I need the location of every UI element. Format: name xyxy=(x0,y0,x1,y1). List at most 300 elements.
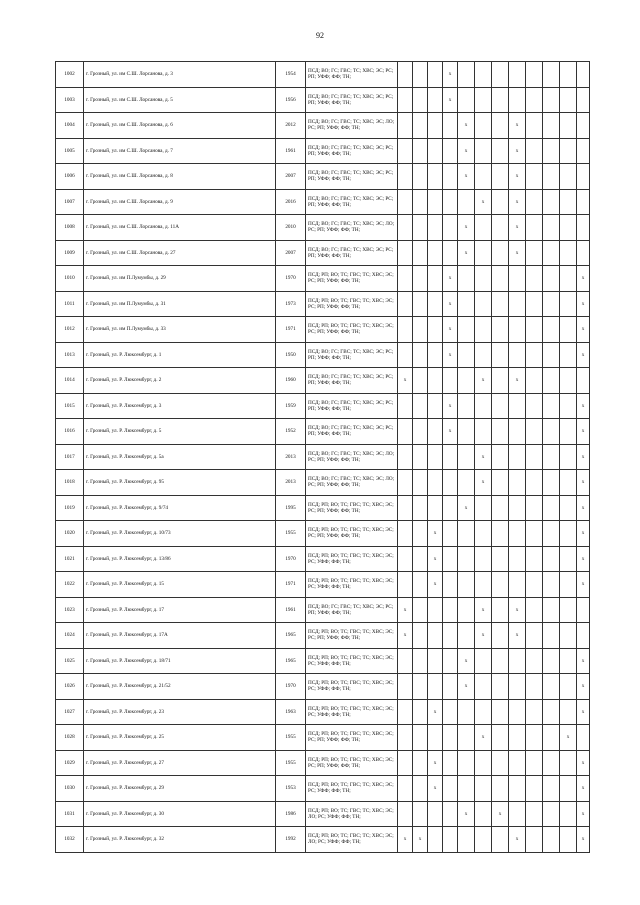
mark-cell xyxy=(509,87,526,113)
row-address: г. Грозный, ул. Р. Люксембург, д. 5а xyxy=(84,444,276,470)
mark-cell xyxy=(543,470,560,496)
mark-cell xyxy=(543,240,560,266)
table-row xyxy=(56,546,590,572)
mark-cell xyxy=(413,699,428,725)
row-address: г. Грозный, ул. Р. Люксембург, д. 9/74 xyxy=(84,495,276,521)
mark-cell xyxy=(577,87,590,113)
mark-cell xyxy=(526,470,543,496)
mark-cell xyxy=(458,368,475,394)
mark-cell xyxy=(443,623,458,649)
mark-cell xyxy=(526,546,543,572)
mark-cell xyxy=(492,444,509,470)
row-services: ПСД; РП; ВО; ТС; ГВС; ТС; ХВС; ЭС; РС; УФФ; ФФ; ТН; xyxy=(306,546,398,572)
table-row xyxy=(56,495,590,521)
mark-cell xyxy=(526,444,543,470)
row-services: ПСД; РП; ВО; ТС; ГВС; ТС; ХВС; ЭС; РС; УФФ; ФФ; ТН; xyxy=(306,572,398,598)
row-number: 1024 xyxy=(56,623,84,649)
mark-cell xyxy=(458,521,475,547)
mark-cell: x xyxy=(509,138,526,164)
row-number: 1007 xyxy=(56,189,84,215)
mark-cell xyxy=(526,368,543,394)
mark-cell xyxy=(492,266,509,292)
table-row xyxy=(56,521,590,547)
mark-cell xyxy=(492,189,509,215)
mark-cell xyxy=(526,164,543,190)
mark-cell xyxy=(475,572,492,598)
mark-cell: x xyxy=(428,546,443,572)
table-row xyxy=(56,291,590,317)
mark-cell xyxy=(509,342,526,368)
mark-cell: x xyxy=(509,215,526,241)
row-year: 1955 xyxy=(276,521,306,547)
row-services: ПСД; ВО; ГС; ГВС; ТС; ХВС; ЭС; РС; РП; УФФ; ФФ; ТН; xyxy=(306,240,398,266)
mark-cell xyxy=(577,215,590,241)
mark-cell xyxy=(413,266,428,292)
mark-cell xyxy=(543,521,560,547)
table-row xyxy=(56,827,590,853)
mark-cell xyxy=(492,317,509,343)
mark-cell xyxy=(458,444,475,470)
mark-cell xyxy=(526,342,543,368)
mark-cell xyxy=(413,240,428,266)
mark-cell: x xyxy=(458,674,475,700)
mark-cell xyxy=(560,317,577,343)
mark-cell xyxy=(413,342,428,368)
mark-cell xyxy=(560,699,577,725)
mark-cell xyxy=(443,674,458,700)
mark-cell xyxy=(443,546,458,572)
mark-cell xyxy=(428,317,443,343)
table-row xyxy=(56,725,590,751)
mark-cell xyxy=(398,164,413,190)
mark-cell xyxy=(526,801,543,827)
row-services: ПСД; РП; ВО; ТС; ГВС; ТС; ХВС; ЭС; РС; УФФ; ФФ; ТН; xyxy=(306,648,398,674)
mark-cell: x xyxy=(577,776,590,802)
mark-cell: x xyxy=(475,444,492,470)
table-row xyxy=(56,240,590,266)
row-year: 1956 xyxy=(276,87,306,113)
mark-cell xyxy=(413,674,428,700)
row-address: г. Грозный, ул. Р. Люксембург, д. 23 xyxy=(84,699,276,725)
table-row xyxy=(56,444,590,470)
row-address: г. Грозный, ул. Р. Люксембург, д. 10/73 xyxy=(84,521,276,547)
mark-cell xyxy=(413,444,428,470)
row-number: 1028 xyxy=(56,725,84,751)
mark-cell xyxy=(560,291,577,317)
mark-cell xyxy=(526,827,543,853)
mark-cell xyxy=(543,393,560,419)
mark-cell xyxy=(492,368,509,394)
mark-cell xyxy=(443,470,458,496)
mark-cell xyxy=(413,368,428,394)
mark-cell xyxy=(577,368,590,394)
mark-cell xyxy=(560,266,577,292)
mark-cell xyxy=(443,521,458,547)
row-address: г. Грозный, ул. Р. Люксембург, д. 2 xyxy=(84,368,276,394)
mark-cell xyxy=(526,674,543,700)
mark-cell xyxy=(398,393,413,419)
mark-cell xyxy=(577,113,590,139)
mark-cell: x xyxy=(458,495,475,521)
mark-cell xyxy=(475,138,492,164)
mark-cell xyxy=(428,444,443,470)
row-year: 2010 xyxy=(276,215,306,241)
row-services: ПСД; ВО; ГС; ГВС; ТС; ХВС; ЭС; РС; РП; УФФ; ФФ; ТН; xyxy=(306,597,398,623)
table-row xyxy=(56,597,590,623)
mark-cell: x xyxy=(428,521,443,547)
row-year: 1986 xyxy=(276,801,306,827)
mark-cell xyxy=(560,495,577,521)
mark-cell xyxy=(526,393,543,419)
mark-cell xyxy=(398,113,413,139)
mark-cell: x xyxy=(475,597,492,623)
mark-cell xyxy=(428,164,443,190)
row-year: 2013 xyxy=(276,444,306,470)
mark-cell xyxy=(475,87,492,113)
row-year: 1961 xyxy=(276,597,306,623)
row-number: 1017 xyxy=(56,444,84,470)
mark-cell xyxy=(492,546,509,572)
row-services: ПСД; ВО; ГС; ГВС; ТС; ХВС; ЭС; РС; РП; УФФ; ФФ; ТН; xyxy=(306,62,398,88)
mark-cell xyxy=(398,444,413,470)
mark-cell xyxy=(577,164,590,190)
row-year: 1973 xyxy=(276,291,306,317)
mark-cell xyxy=(428,266,443,292)
row-number: 1022 xyxy=(56,572,84,598)
row-services: ПСД; ВО; ГС; ГВС; ТС; ХВС; ЭС; РС; РП; УФФ; ФФ; ТН; xyxy=(306,138,398,164)
mark-cell: x xyxy=(577,495,590,521)
table-row xyxy=(56,215,590,241)
mark-cell xyxy=(543,623,560,649)
row-number: 1027 xyxy=(56,699,84,725)
mark-cell xyxy=(398,750,413,776)
mark-cell xyxy=(509,444,526,470)
mark-cell xyxy=(428,419,443,445)
mark-cell xyxy=(443,368,458,394)
mark-cell: x xyxy=(577,444,590,470)
mark-cell xyxy=(428,648,443,674)
row-services: ПСД; ВО; ГС; ГВС; ТС; ХВС; ЭС; РС; РП; УФФ; ФФ; ТН; xyxy=(306,419,398,445)
mark-cell xyxy=(458,725,475,751)
mark-cell xyxy=(398,776,413,802)
mark-cell: x xyxy=(398,368,413,394)
mark-cell: x xyxy=(577,648,590,674)
mark-cell: x xyxy=(475,470,492,496)
mark-cell xyxy=(443,801,458,827)
mark-cell xyxy=(560,164,577,190)
mark-cell xyxy=(526,597,543,623)
table-row xyxy=(56,674,590,700)
mark-cell xyxy=(543,776,560,802)
row-address: г. Грозный, ул. им П.Лумумбы, д. 29 xyxy=(84,266,276,292)
mark-cell: x xyxy=(443,419,458,445)
mark-cell xyxy=(526,113,543,139)
mark-cell xyxy=(526,189,543,215)
mark-cell xyxy=(492,699,509,725)
mark-cell xyxy=(543,827,560,853)
mark-cell: x xyxy=(509,164,526,190)
mark-cell xyxy=(413,393,428,419)
mark-cell xyxy=(526,266,543,292)
mark-cell: x xyxy=(443,317,458,343)
mark-cell: x xyxy=(398,597,413,623)
mark-cell xyxy=(543,138,560,164)
mark-cell xyxy=(526,699,543,725)
mark-cell xyxy=(413,215,428,241)
housing-registry-table xyxy=(55,61,590,853)
row-year: 1970 xyxy=(276,674,306,700)
mark-cell xyxy=(543,597,560,623)
mark-cell xyxy=(526,291,543,317)
row-number: 1016 xyxy=(56,419,84,445)
mark-cell xyxy=(443,164,458,190)
mark-cell: x xyxy=(492,801,509,827)
mark-cell xyxy=(526,776,543,802)
row-year: 1950 xyxy=(276,342,306,368)
mark-cell xyxy=(543,113,560,139)
row-services: ПСД; РП; ВО; ТС; ГВС; ТС; ХВС; ЭС; РС; РП; УФФ; ФФ; ТН; xyxy=(306,266,398,292)
row-number: 1026 xyxy=(56,674,84,700)
row-address: г. Грозный, ул. им С.Ш. Лорсанова, д. 7 xyxy=(84,138,276,164)
row-address: г. Грозный, ул. им П.Лумумбы, д. 33 xyxy=(84,317,276,343)
mark-cell xyxy=(398,725,413,751)
mark-cell xyxy=(526,725,543,751)
mark-cell xyxy=(428,827,443,853)
mark-cell xyxy=(560,419,577,445)
mark-cell xyxy=(413,317,428,343)
mark-cell xyxy=(492,87,509,113)
row-year: 1995 xyxy=(276,495,306,521)
mark-cell: x xyxy=(398,623,413,649)
mark-cell xyxy=(398,546,413,572)
mark-cell xyxy=(543,419,560,445)
mark-cell: x xyxy=(475,725,492,751)
row-services: ПСД; ВО; ГС; ГВС; ТС; ХВС; ЭС; РС; РП; УФФ; ФФ; ТН; xyxy=(306,164,398,190)
mark-cell xyxy=(443,240,458,266)
mark-cell xyxy=(428,215,443,241)
row-year: 1954 xyxy=(276,62,306,88)
row-number: 1004 xyxy=(56,113,84,139)
row-address: г. Грозный, ул. Р. Люксембург, д. 18/71 xyxy=(84,648,276,674)
row-number: 1015 xyxy=(56,393,84,419)
mark-cell xyxy=(413,113,428,139)
row-number: 1021 xyxy=(56,546,84,572)
table-body xyxy=(56,62,590,853)
mark-cell xyxy=(543,164,560,190)
mark-cell xyxy=(543,266,560,292)
mark-cell xyxy=(458,317,475,343)
page-number: 92 xyxy=(316,31,324,40)
mark-cell xyxy=(398,62,413,88)
row-number: 1029 xyxy=(56,750,84,776)
row-services: ПСД; РП; ВО; ТС; ГВС; ТС; ХВС; ЭС; РС; РП; УФФ; ФФ; ТН; xyxy=(306,750,398,776)
mark-cell xyxy=(577,138,590,164)
row-year: 1971 xyxy=(276,572,306,598)
row-year: 1965 xyxy=(276,623,306,649)
row-number: 1005 xyxy=(56,138,84,164)
mark-cell xyxy=(492,138,509,164)
mark-cell xyxy=(458,623,475,649)
mark-cell: x xyxy=(577,750,590,776)
mark-cell xyxy=(428,138,443,164)
mark-cell xyxy=(492,164,509,190)
mark-cell xyxy=(428,597,443,623)
mark-cell xyxy=(543,342,560,368)
mark-cell: x xyxy=(428,776,443,802)
mark-cell xyxy=(526,215,543,241)
mark-cell: x xyxy=(577,827,590,853)
mark-cell xyxy=(443,776,458,802)
mark-cell xyxy=(475,342,492,368)
mark-cell xyxy=(526,750,543,776)
mark-cell xyxy=(543,291,560,317)
row-number: 1013 xyxy=(56,342,84,368)
table-row xyxy=(56,623,590,649)
table-row xyxy=(56,776,590,802)
row-address: г. Грозный, ул. им С.Ш. Лорсанова, д. 5 xyxy=(84,87,276,113)
row-services: ПСД; РП; ВО; ТС; ГВС; ТС; ХВС; ЭС; РС; РП; УФФ; ФФ; ТН; xyxy=(306,521,398,547)
row-year: 1955 xyxy=(276,725,306,751)
mark-cell xyxy=(577,597,590,623)
row-address: г. Грозный, ул. Р. Люксембург, д. 17 xyxy=(84,597,276,623)
mark-cell xyxy=(543,801,560,827)
mark-cell xyxy=(543,215,560,241)
mark-cell: x xyxy=(577,470,590,496)
row-year: 2012 xyxy=(276,113,306,139)
mark-cell xyxy=(398,648,413,674)
mark-cell xyxy=(428,87,443,113)
mark-cell xyxy=(492,827,509,853)
mark-cell xyxy=(492,62,509,88)
mark-cell xyxy=(458,699,475,725)
mark-cell xyxy=(428,674,443,700)
mark-cell xyxy=(560,674,577,700)
mark-cell xyxy=(509,495,526,521)
mark-cell xyxy=(475,317,492,343)
mark-cell xyxy=(492,113,509,139)
mark-cell xyxy=(543,546,560,572)
row-year: 1963 xyxy=(276,699,306,725)
mark-cell xyxy=(413,725,428,751)
table-row xyxy=(56,572,590,598)
row-address: г. Грозный, ул. Р. Люксембург, д. 15 xyxy=(84,572,276,598)
mark-cell xyxy=(458,266,475,292)
mark-cell xyxy=(413,87,428,113)
mark-cell xyxy=(413,470,428,496)
mark-cell xyxy=(509,62,526,88)
mark-cell xyxy=(560,521,577,547)
mark-cell xyxy=(509,393,526,419)
row-number: 1019 xyxy=(56,495,84,521)
mark-cell xyxy=(543,444,560,470)
mark-cell xyxy=(458,87,475,113)
mark-cell: x xyxy=(577,699,590,725)
mark-cell xyxy=(543,368,560,394)
mark-cell: x xyxy=(577,674,590,700)
mark-cell xyxy=(458,291,475,317)
row-number: 1003 xyxy=(56,87,84,113)
mark-cell: x xyxy=(577,419,590,445)
mark-cell xyxy=(492,470,509,496)
mark-cell: x xyxy=(509,189,526,215)
row-address: г. Грозный, ул. им С.Ш. Лорсанова, д. 11А xyxy=(84,215,276,241)
mark-cell xyxy=(560,776,577,802)
row-year: 1955 xyxy=(276,750,306,776)
mark-cell: x xyxy=(509,597,526,623)
mark-cell: x xyxy=(509,827,526,853)
mark-cell xyxy=(475,240,492,266)
mark-cell: x xyxy=(577,521,590,547)
mark-cell xyxy=(526,648,543,674)
mark-cell xyxy=(398,801,413,827)
row-number: 1010 xyxy=(56,266,84,292)
mark-cell xyxy=(443,444,458,470)
mark-cell xyxy=(509,674,526,700)
row-address: г. Грозный, ул. Р. Люксембург, д. 29 xyxy=(84,776,276,802)
mark-cell xyxy=(526,138,543,164)
mark-cell xyxy=(458,470,475,496)
mark-cell xyxy=(543,62,560,88)
mark-cell xyxy=(475,62,492,88)
row-address: г. Грозный, ул. Р. Люксембург, д. 27 xyxy=(84,750,276,776)
mark-cell xyxy=(443,699,458,725)
mark-cell xyxy=(413,62,428,88)
mark-cell xyxy=(428,470,443,496)
mark-cell xyxy=(492,572,509,598)
mark-cell xyxy=(413,164,428,190)
mark-cell xyxy=(560,572,577,598)
mark-cell: x xyxy=(577,546,590,572)
table-row xyxy=(56,266,590,292)
row-services: ПСД; ВО; ГС; ГВС; ТС; ХВС; ЭС; ЛО; РС; РП; УФФ; ФФ; ТН; xyxy=(306,215,398,241)
mark-cell xyxy=(413,572,428,598)
mark-cell xyxy=(413,521,428,547)
mark-cell xyxy=(475,546,492,572)
mark-cell xyxy=(398,419,413,445)
row-year: 1970 xyxy=(276,546,306,572)
table-row xyxy=(56,419,590,445)
mark-cell xyxy=(458,750,475,776)
mark-cell: x xyxy=(560,725,577,751)
mark-cell: x xyxy=(475,623,492,649)
row-year: 1970 xyxy=(276,266,306,292)
mark-cell xyxy=(526,317,543,343)
mark-cell: x xyxy=(509,113,526,139)
mark-cell xyxy=(543,725,560,751)
mark-cell xyxy=(543,648,560,674)
row-number: 1031 xyxy=(56,801,84,827)
mark-cell xyxy=(509,699,526,725)
mark-cell xyxy=(428,495,443,521)
row-number: 1032 xyxy=(56,827,84,853)
mark-cell xyxy=(577,189,590,215)
row-year: 1961 xyxy=(276,138,306,164)
mark-cell xyxy=(398,215,413,241)
row-services: ПСД; РП; ВО; ТС; ГВС; ТС; ХВС; ЭС; РС; РП; УФФ; ФФ; ТН; xyxy=(306,317,398,343)
mark-cell xyxy=(492,495,509,521)
mark-cell xyxy=(475,495,492,521)
mark-cell xyxy=(428,623,443,649)
mark-cell xyxy=(413,138,428,164)
mark-cell xyxy=(543,317,560,343)
mark-cell xyxy=(475,674,492,700)
row-address: г. Грозный, ул. им С.Ш. Лорсанова, д. 27 xyxy=(84,240,276,266)
mark-cell xyxy=(543,699,560,725)
mark-cell xyxy=(398,495,413,521)
mark-cell xyxy=(398,674,413,700)
mark-cell xyxy=(413,750,428,776)
mark-cell xyxy=(543,750,560,776)
